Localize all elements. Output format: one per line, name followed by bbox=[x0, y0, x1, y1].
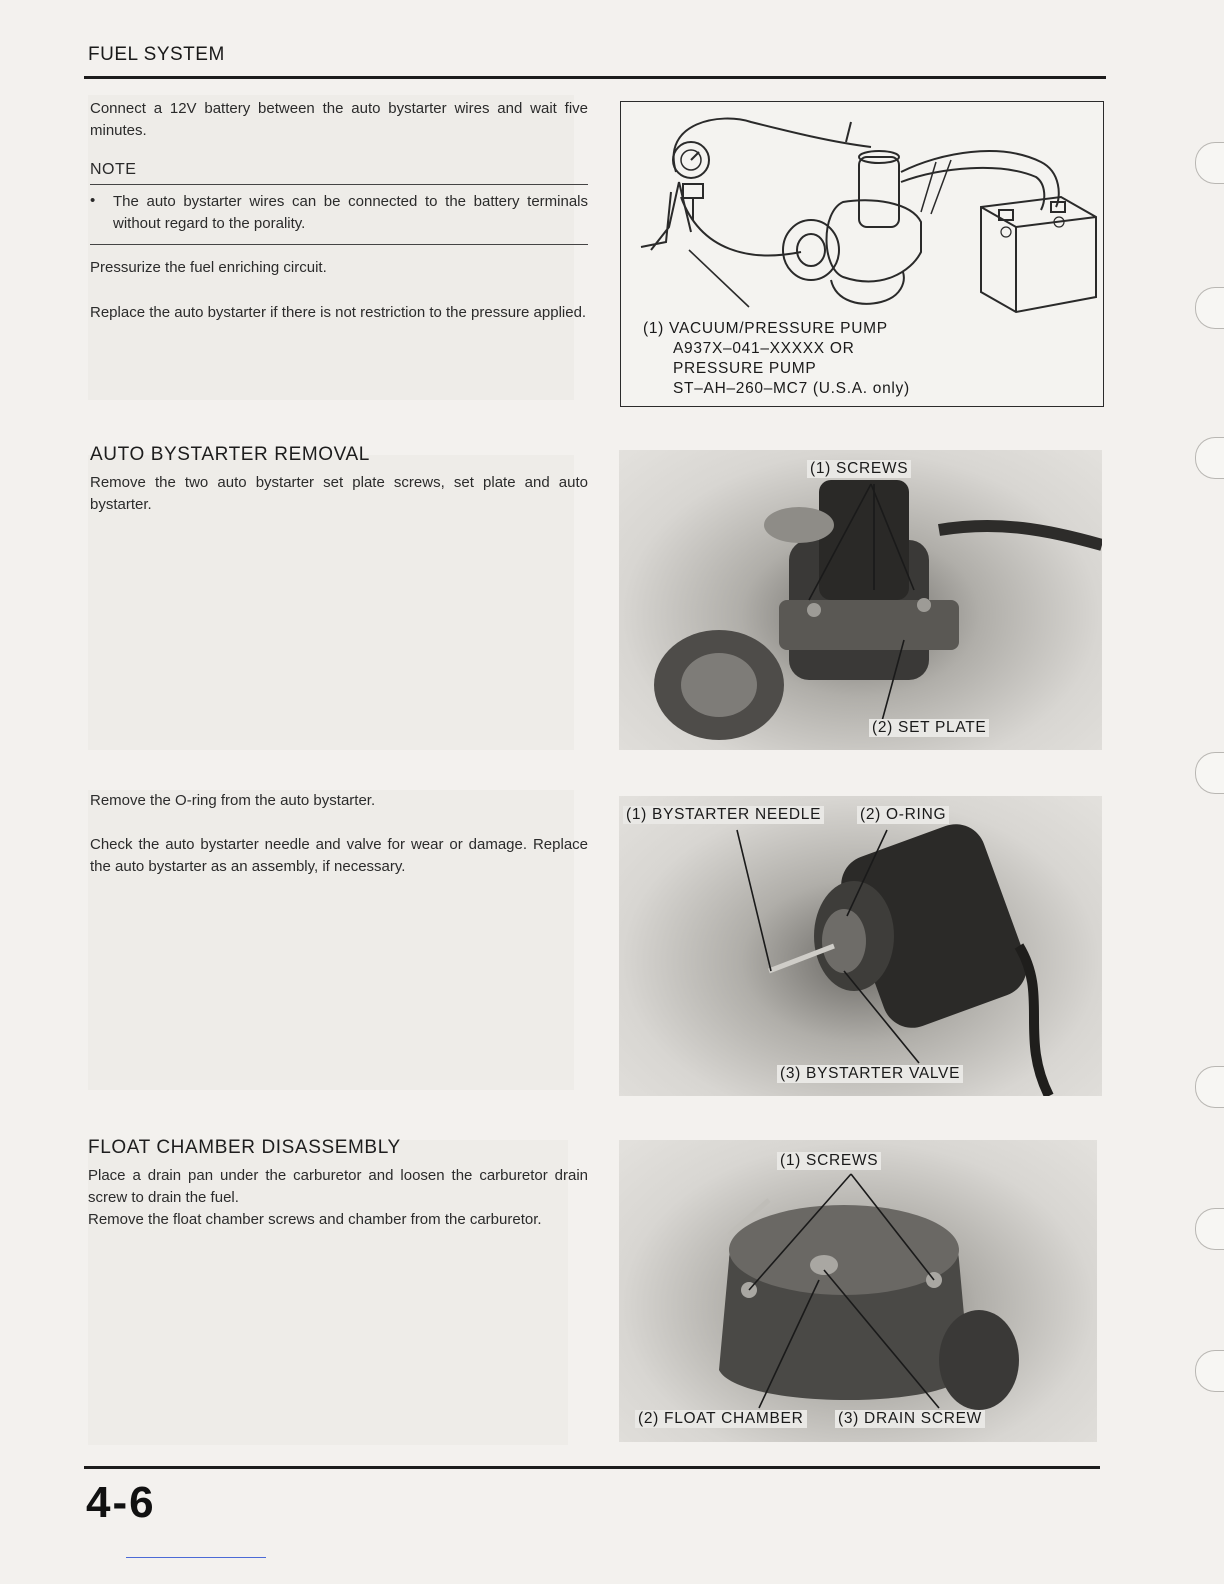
figure-label: (2) FLOAT CHAMBER bbox=[635, 1410, 807, 1428]
photo-illustration bbox=[619, 450, 1102, 750]
note-bullet: • bbox=[90, 192, 96, 209]
binder-tab bbox=[1195, 1350, 1224, 1392]
instruction-text: Connect a 12V battery between the auto bystarter wires and wait five minutes. bbox=[90, 100, 588, 139]
pump-battery-illustration bbox=[621, 102, 1103, 322]
bystarter-needle-photo bbox=[619, 796, 1102, 1096]
section-heading: AUTO BYSTARTER REMOVAL bbox=[90, 444, 370, 465]
pump-diagram-figure bbox=[620, 101, 1104, 407]
instruction-text: Pressurize the fuel enriching circuit. bbox=[90, 259, 327, 276]
bystarter-screws-photo bbox=[619, 450, 1102, 750]
note-label: NOTE bbox=[90, 161, 137, 178]
section-heading: FLOAT CHAMBER DISASSEMBLY bbox=[88, 1137, 401, 1158]
instruction-text: Remove the O-ring from the auto bystarter. bbox=[90, 792, 376, 809]
instruction-text: Remove the two auto bystarter set plate screws, set plate and auto bystarter. bbox=[90, 474, 588, 513]
binder-tab bbox=[1195, 1208, 1224, 1250]
instruction-text: Place a drain pan under the carburetor and loosen the carburetor drain screw to drain the fuel. bbox=[88, 1167, 588, 1206]
instruction-text: Remove the float chamber screws and chamber from the carburetor. bbox=[88, 1211, 542, 1228]
binder-tab bbox=[1195, 287, 1224, 329]
binder-tab bbox=[1195, 1066, 1224, 1108]
float-chamber-photo bbox=[619, 1140, 1097, 1442]
link-underline bbox=[126, 1557, 266, 1558]
instruction-text: Check the auto bystarter needle and valve for wear or damage. Replace the auto bystarter as an assembly, if necessary. bbox=[90, 836, 588, 875]
header-rule bbox=[84, 76, 1106, 79]
photo-illustration bbox=[619, 1140, 1097, 1442]
note-text: The auto bystarter wires can be connected to the battery terminals without regard to the porality. bbox=[113, 193, 588, 232]
figure-label: (1) SCREWS bbox=[777, 1152, 881, 1170]
photo-illustration bbox=[619, 796, 1102, 1096]
figure-label: (3) BYSTARTER VALVE bbox=[777, 1065, 963, 1083]
binder-tab bbox=[1195, 752, 1224, 794]
page-number: 4-6 bbox=[86, 1478, 156, 1527]
figure-label: (3) DRAIN SCREW bbox=[835, 1410, 985, 1428]
note-rule-bottom bbox=[90, 244, 588, 245]
section-header: FUEL SYSTEM bbox=[88, 44, 225, 65]
binder-tab bbox=[1195, 142, 1224, 184]
footer-rule bbox=[84, 1466, 1100, 1469]
figure-label: (2) O-RING bbox=[857, 806, 949, 824]
binder-tab bbox=[1195, 437, 1224, 479]
figure-label: PRESSURE PUMP bbox=[673, 360, 817, 377]
note-rule-top bbox=[90, 184, 588, 185]
figure-label: A937X–041–XXXXX OR bbox=[673, 340, 855, 357]
figure-label: (1) SCREWS bbox=[807, 460, 911, 478]
figure-label: ST–AH–260–MC7 (U.S.A. only) bbox=[673, 380, 910, 397]
figure-label: (1) BYSTARTER NEEDLE bbox=[623, 806, 824, 824]
instruction-text: Replace the auto bystarter if there is not restriction to the pressure applied. bbox=[90, 304, 587, 321]
figure-label: (2) SET PLATE bbox=[869, 719, 989, 737]
figure-label: (1) VACUUM/PRESSURE PUMP bbox=[643, 320, 888, 337]
